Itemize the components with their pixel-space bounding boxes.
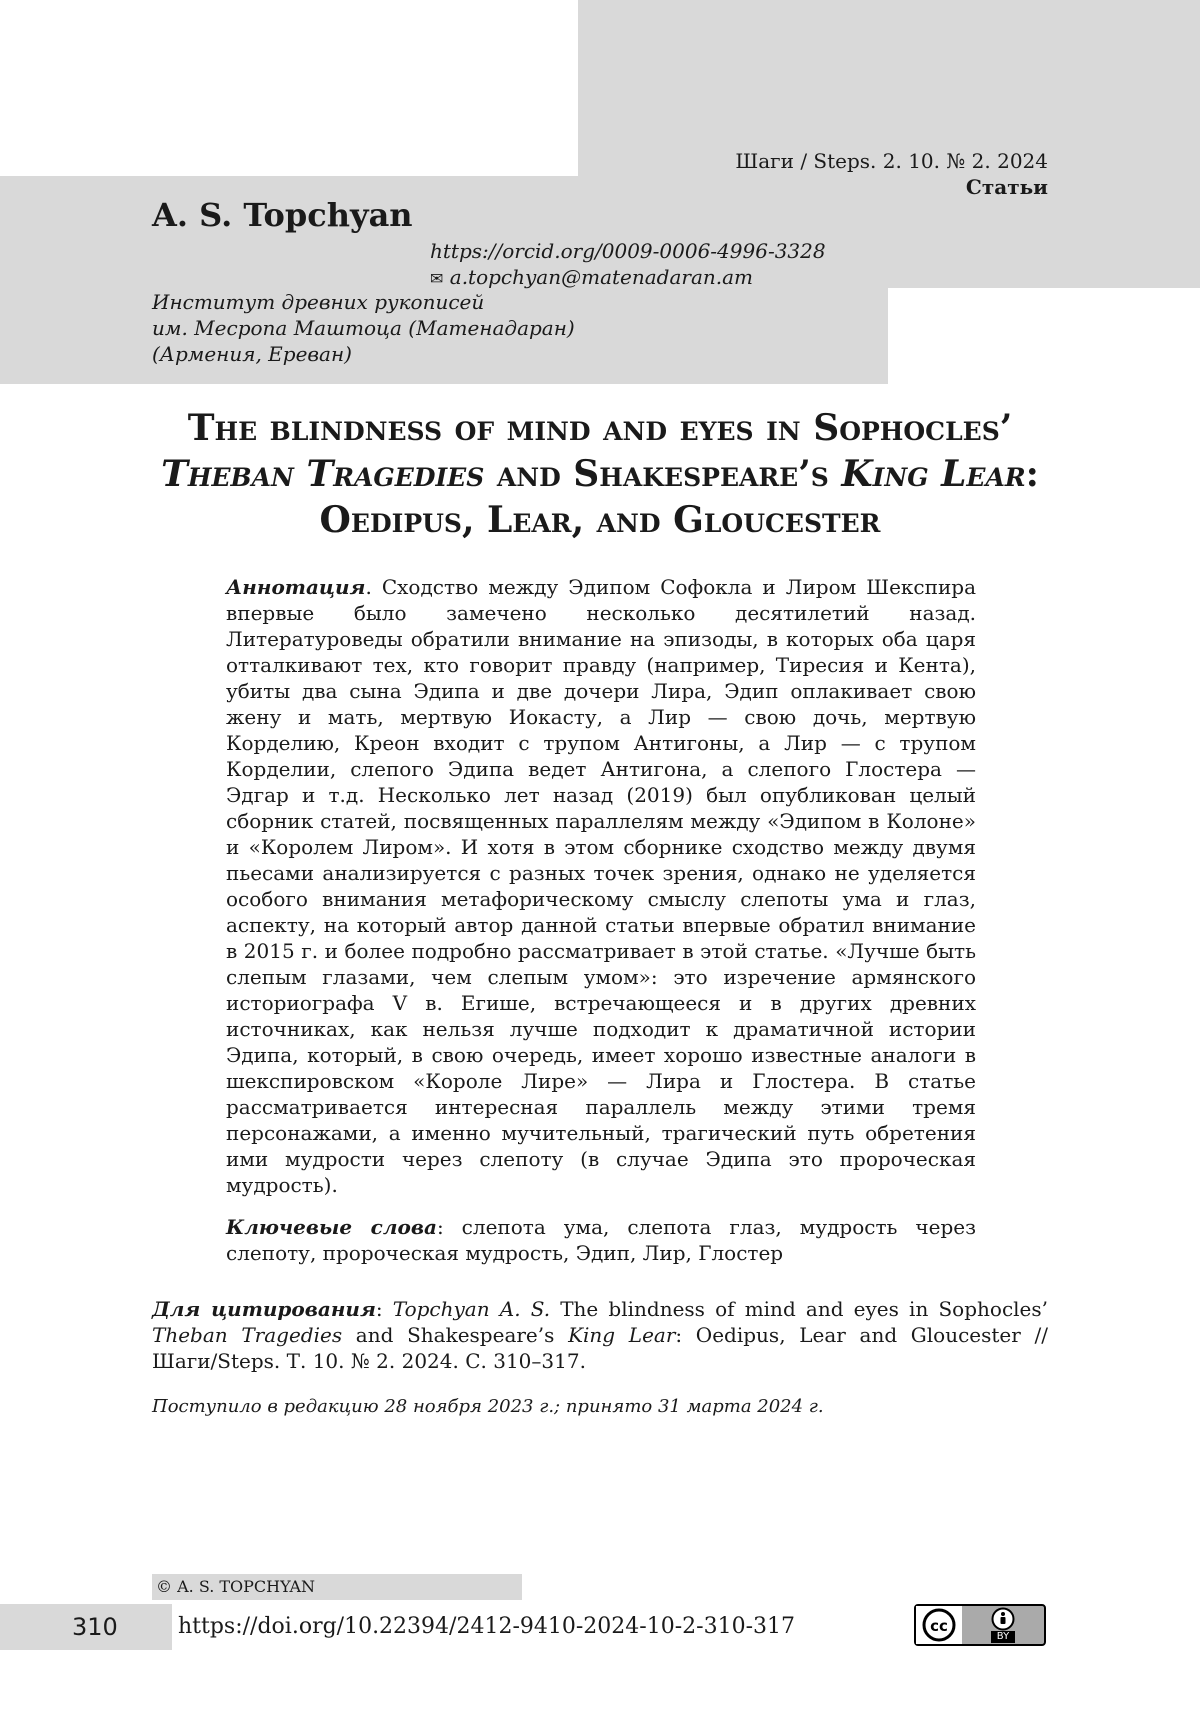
abstract <box>226 574 976 1198</box>
abstract-text: . Сходство между Эдипом Софокла и Лиром Шекспира впервые было замечено несколько десятилетий назад. Литературоведы обратили внимание на эпизоды, в которых оба царя отталкивают тех, кто говорит правду (например, Тиресия и Кента), убиты два сына Эдипа и две дочери Лира, Эдип оплакивает свою жену и мать, мертвую Иокасту, а Лир — свою дочь, мертвую Корделию, Креон входит с трупом Антигоны, а Лир — с трупом Корделии, слепого Эдипа ведет Антигона, а слепого Глостера — Эдгар и т.д. Несколько лет назад (2019) был опубликован целый сборник статей, посвященных параллелям между «Эдипом в Колоне» и «Королем Лиром». И хотя в этом сборнике сходство между двумя пьесами анализируется с разных точек зрения, однако не уделяется особого внимания метафорическому смыслу слепоты ума и глаз, аспекту, на который автор данной статьи впервые обратил внимание в 2015 г. и более подробно рассматривает в этой статье. «Лучше быть слепым глазами, чем слепым умом»: это изречение армянского историографа V в. Егише, встречающееся и в других древних источниках, как нельзя лучше подходит к драматичной истории Эдипа, который, в свою очередь, имеет хорошо известные аналоги в шекспировском «Короле Лире» — Лира и Глостера. В статье рассматривается интересная параллель между этими тремя персонажами, а именно мучительный, трагический путь обретения ими мудрости через слепоту (в случае Эдипа это пророческая мудрость). <box>226 575 976 1197</box>
citation-text: and Shakespeare’s <box>342 1323 568 1347</box>
email-link[interactable]: a.topchyan@matenadaran.am <box>450 265 753 289</box>
cc-by-license-badge[interactable] <box>914 1604 1046 1646</box>
affiliation-line: им. Месропа Маштоца (Матенадаран) <box>152 315 575 341</box>
by-label: BY <box>991 1631 1015 1643</box>
page-number: 310 <box>0 1604 172 1650</box>
citation-label: Для цитирования <box>152 1297 376 1321</box>
cc-icon-label: cc <box>930 1617 948 1635</box>
email-line <box>430 264 826 292</box>
citation-author: Topchyan A. S. <box>393 1297 550 1321</box>
title-text: and Shakespeare’s <box>484 453 841 495</box>
citation-text: : <box>376 1297 393 1321</box>
title-italic: King Lear <box>841 453 1025 495</box>
abstract-label: Аннотация <box>226 575 365 599</box>
citation-text: : Oedipus, Lear and Gloucester // Шаги/Steps. Т. 10. № 2. 2024. С. 310–317. <box>152 1323 1048 1373</box>
journal-line: Шаги / Steps. 2. 10. № 2. 2024 <box>735 148 1048 174</box>
keywords-text: : слепота ума, слепота глаз, мудрость через слепоту, пророческая мудрость, Эдип, Лир, Глостер <box>226 1215 976 1265</box>
cc-circle-icon <box>922 1608 956 1642</box>
affiliation-line: Институт древних рукописей <box>152 289 575 315</box>
article-title <box>152 405 1048 543</box>
keywords <box>226 1214 976 1266</box>
title-text: : Oedipus, Lear, and Gloucester <box>320 453 1039 541</box>
citation-text: The blindness of mind and eyes in Sophocles’ <box>550 1297 1048 1321</box>
journal-header <box>735 148 1048 200</box>
attribution-person-icon <box>991 1607 1015 1631</box>
received-date: Поступило в редакцию 28 ноября 2023 г.; принято 31 марта 2024 г. <box>152 1396 824 1417</box>
citation <box>152 1296 1048 1374</box>
title-text: The blindness of mind and eyes in Sophocles’ <box>188 407 1013 449</box>
affiliation-line: (Армения, Ереван) <box>152 341 575 367</box>
keywords-label: Ключевые слова <box>226 1215 437 1239</box>
cc-icon <box>916 1606 962 1644</box>
doi-link[interactable]: https://doi.org/10.22394/2412-9410-2024-10-2-310-317 <box>178 1614 795 1639</box>
by-section <box>962 1607 1044 1643</box>
section-label: Статьи <box>735 174 1048 200</box>
envelope-icon: ✉ <box>430 269 443 288</box>
citation-italic: Theban Tragedies <box>152 1323 342 1347</box>
orcid-link[interactable]: https://orcid.org/0009-0006-4996-3328 <box>430 238 826 264</box>
citation-italic: King Lear <box>568 1323 675 1347</box>
title-italic: Theban Tragedies <box>161 453 484 495</box>
affiliation <box>152 289 575 367</box>
copyright: © A. S. TOPCHYAN <box>152 1574 522 1600</box>
author-name: A. S. Topchyan <box>152 196 413 234</box>
author-contacts <box>430 238 826 292</box>
